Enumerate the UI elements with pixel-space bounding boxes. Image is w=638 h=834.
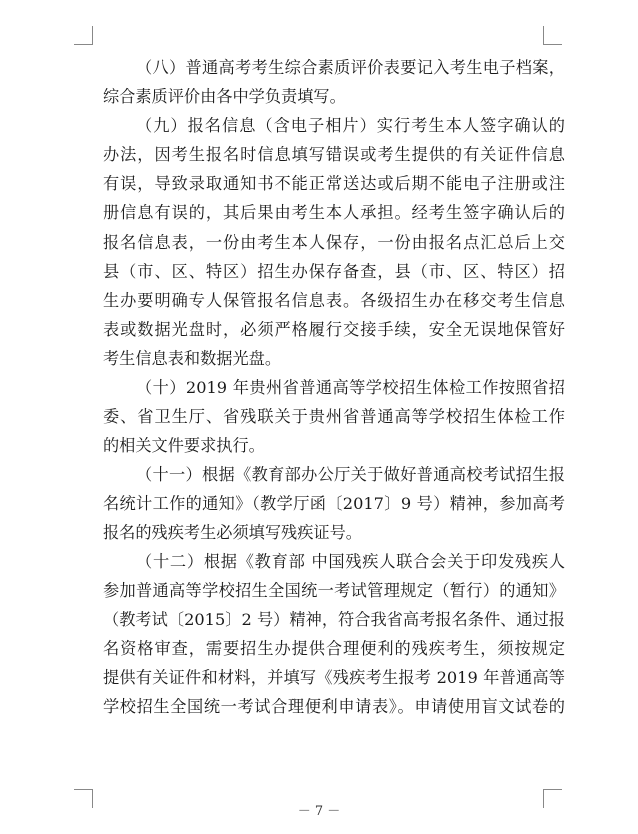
paragraph-12-line-5: 提供有关证件和材料，并填写《残疾考生报考 2019 年普通高等 <box>103 668 565 687</box>
paragraph-10-line-1: （十）2019 年贵州省普通高等学校招生体检工作按照省招 <box>136 378 565 397</box>
crop-mark-top-left <box>74 26 93 45</box>
paragraph-9-line-2: 办法，因考生报名时信息填写错误或考生提供的有关证件信息 <box>103 145 565 164</box>
paragraph-9-line-5: 报名信息表，一份由考生本人保存，一份由报名点汇总后上交 <box>103 233 565 252</box>
paragraph-9-line-1: （九）报名信息（含电子相片）实行考生本人签字确认的 <box>136 116 565 135</box>
paragraph-10-line-2: 委、省卫生厅、省残联关于贵州省普通高等学校招生体检工作 <box>103 407 565 426</box>
paragraph-9-line-6: 县（市、区、特区）招生办保存备查，县（市、区、特区）招 <box>103 262 565 281</box>
paragraph-8-line-1: （八）普通高考考生综合素质评价表要记入考生电子档案， <box>136 58 565 77</box>
paragraph-11-line-1: （十一）根据《教育部办公厅关于做好普通高校考试招生报 <box>136 465 565 484</box>
paragraph-9-line-9: 考生信息表和数据光盘。 <box>103 349 282 368</box>
paragraph-12-line-1: （十二）根据《教育部 中国残疾人联合会关于印发残疾人 <box>136 552 565 571</box>
paragraph-8-line-2: 综合素质评价由各中学负责填写。 <box>103 87 346 106</box>
paragraph-12-line-3: （教考试〔2015〕2 号）精神，符合我省高考报名条件、通过报 <box>103 610 565 629</box>
paragraph-9-line-7: 生办要明确专人保管报名信息表。各级招生办在移交考生信息 <box>103 291 565 310</box>
paragraph-9-line-8: 表或数据光盘时，必须严格履行交接手续，安全无误地保管好 <box>103 320 565 339</box>
page-number: － 7 － <box>297 804 341 819</box>
paragraph-9-line-4: 册信息有误的，其后果由考生本人承担。经考生签字确认后的 <box>103 203 565 222</box>
paragraph-12-line-2: 参加普通高等学校招生全国统一考试管理规定（暂行）的通知》 <box>103 581 565 600</box>
paragraph-11-line-2: 名统计工作的通知》（教学厅函〔2017〕9 号）精神，参加高考 <box>103 494 565 513</box>
paragraph-11-line-3: 报名的残疾考生必须填写残疾证号。 <box>103 523 362 542</box>
paragraph-12-line-4: 名资格审查，需要招生办提供合理便利的残疾考生，须按规定 <box>103 639 565 658</box>
paragraph-9-line-3: 有误，导致录取通知书不能正常送达或后期不能电子注册或注 <box>103 174 565 193</box>
crop-mark-top-right <box>543 26 562 45</box>
paragraph-10-line-3: 的相关文件要求执行。 <box>103 436 265 455</box>
paragraph-12-line-6: 学校招生全国统一考试合理便利申请表》。申请使用盲文试卷的 <box>103 697 565 716</box>
